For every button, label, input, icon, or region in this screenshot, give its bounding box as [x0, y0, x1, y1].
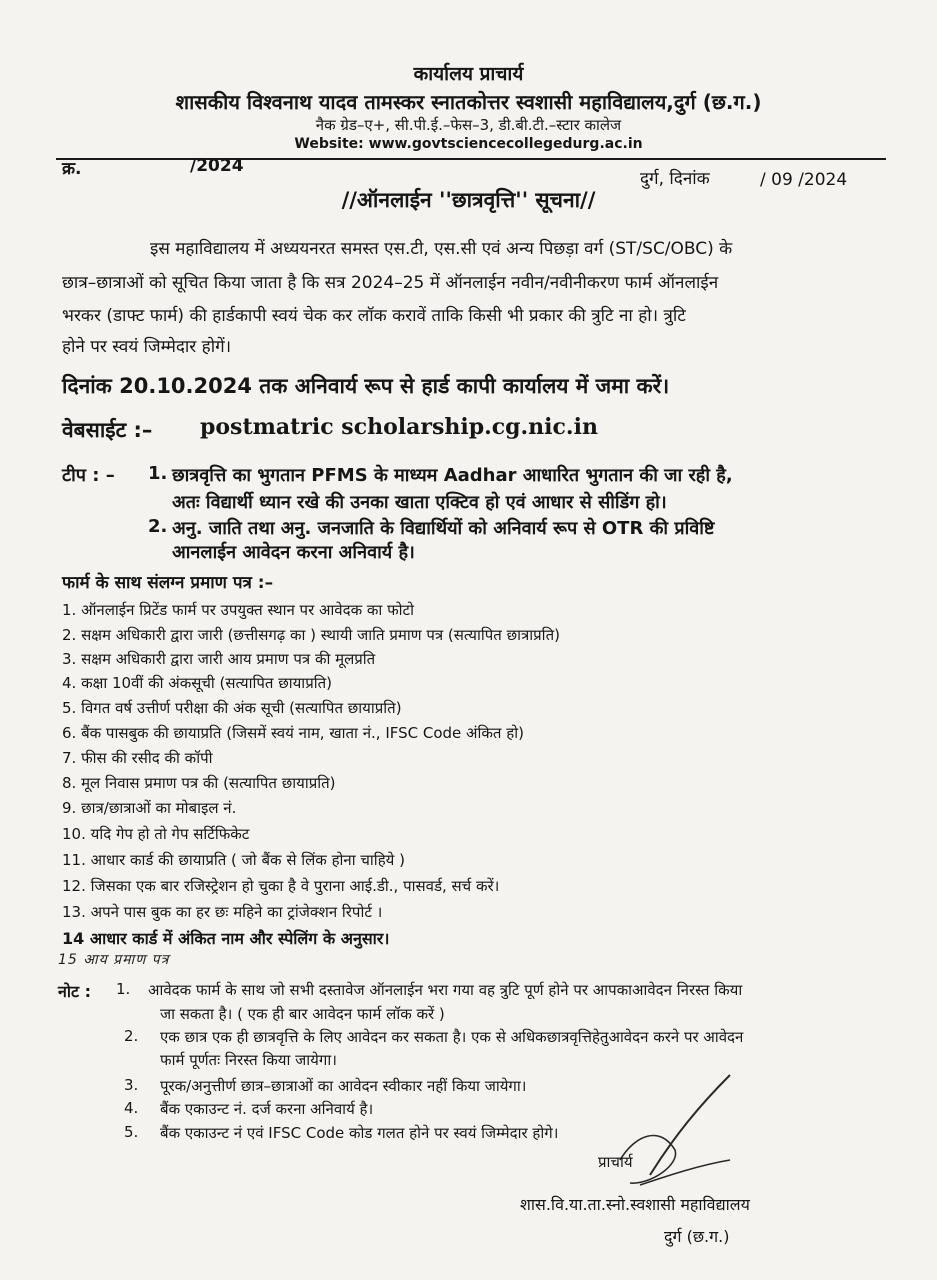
note-4-line-1: बैंक एकाउन्ट नं. दर्ज करना अनिवार्य है।	[160, 1100, 374, 1118]
note-4-number: 4.	[124, 1099, 139, 1117]
notice-title: //ऑनलाईन ''छात्रवृत्ति'' सूचना//	[341, 188, 596, 212]
document-item: 8. मूल निवास प्रमाण पत्र की (सत्यापित छायाप्रति)	[62, 774, 336, 792]
tip-1-number: 1.	[148, 463, 168, 484]
document-item: 12. जिसका एक बार रजिस्ट्रेशन हो चुका है वे पुराना आई.डी., पासवर्ड, सर्च करें।	[62, 877, 500, 895]
document-item: 5. विगत वर्ष उत्तीर्ण परीक्षा की अंक सूची (सत्यापित छायाप्रति)	[62, 699, 402, 717]
note-2-line-2: फार्म पूर्णतः निरस्त किया जायेगा।	[160, 1051, 337, 1069]
deadline-notice: दिनांक 20.10.2024 तक अनिवार्य रूप से हार्ड कापी कार्यालय में जमा करें।	[62, 374, 670, 398]
college-website: Website: www.govtsciencecollegedurg.ac.in	[294, 136, 643, 152]
intro-line-4: होने पर स्वयं जिम्मेदार होगें।	[62, 337, 232, 357]
college-grades: नैक ग्रेड–ए+, सी.पी.ई.–फेस–3, डी.बी.टी.–स्टार कालेज	[315, 116, 622, 134]
intro-line-3: भरकर (डाफ्ट फार्म) की हार्डकापी स्वयं चेक कर लॉक करावें ताकि किसी भी प्रकार की त्रुटि ना हो। त्रुटि	[62, 306, 686, 326]
document-item: 3. सक्षम अधिकारी द्वारा जारी आय प्रमाण पत्र की मूलप्रति	[62, 650, 376, 668]
college-name: शासकीय विश्वनाथ यादव तामस्कर स्नातकोत्तर स्वशासी महाविद्यालय,दुर्ग (छ.ग.)	[175, 90, 762, 114]
website-url: postmatric scholarship.cg.nic.in	[200, 414, 598, 440]
note-3-number: 3.	[124, 1076, 139, 1094]
document-item: 1. ऑनलाईन प्रिटेंड फार्म पर उपयुक्त स्थान पर आवेदक का फोटो	[62, 601, 414, 619]
reference-label: क्र.	[62, 159, 82, 179]
intro-line-1: इस महाविद्यालय में अध्ययनरत समस्त एस.टी, एस.सी एवं अन्य पिछड़ा वर्ग (ST/SC/OBC) के	[150, 239, 733, 259]
note-1-number: 1.	[116, 980, 131, 998]
date-value: / 09 /2024	[760, 170, 848, 190]
document-item: 4. कक्षा 10वीं की अंकसूची (सत्यापित छायाप्रति)	[62, 674, 333, 692]
signatory-designation: प्राचार्य	[598, 1153, 633, 1171]
note-1-line-1: आवेदक फार्म के साथ जो सभी दस्तावेज ऑनलाईन भरा गया वह त्रुटि पूर्ण होने पर आपकाआवेदन निरस्त किया	[148, 981, 743, 999]
office-heading: कार्यालय प्राचार्य	[413, 63, 524, 85]
document-item: 6. बैंक पासबुक की छायाप्रति (जिसमें स्वयं नाम, खाता नं., IFSC Code अंकित हो)	[62, 724, 524, 742]
handwritten-item-15: 15 आय प्रमाण पत्र	[58, 952, 170, 968]
document-item: 13. अपने पास बुक का हर छः महिने का ट्रांजेक्शन रिपोर्ट ।	[62, 903, 383, 921]
document-item: 10. यदि गेप हो तो गेप सर्टिफिकेट	[62, 825, 250, 843]
tip-2-number: 2.	[148, 516, 168, 537]
note-2-number: 2.	[124, 1027, 139, 1045]
tip-2-line-1: अनु. जाति तथा अनु. जनजाति के विद्यार्थियों को अनिवार्य रूप से OTR की प्रविष्टि	[172, 518, 715, 539]
document-item: 7. फीस की रसीद की कॉपी	[62, 749, 213, 767]
intro-line-2: छात्र–छात्राओं को सूचित किया जाता है कि सत्र 2024–25 में ऑनलाईन नवीन/नवीनीकरण फार्म ऑनलाईन	[62, 273, 719, 293]
note-3-line-1: पूरक/अनुत्तीर्ण छात्र–छात्राओं का आवेदन स्वीकार नहीं किया जायेगा।	[160, 1077, 527, 1095]
document-item: 9. छात्र/छात्राओं का मोबाइल नं.	[62, 799, 237, 817]
signatory-college: शास.वि.या.ता.स्नो.स्वशासी महाविद्यालय	[520, 1195, 750, 1214]
tip-1-line-1: छात्रवृत्ति का भुगतान PFMS के माध्यम Aadhar आधारित भुगतान की जा रही है,	[172, 465, 733, 486]
signatory-place: दुर्ग (छ.ग.)	[664, 1227, 730, 1246]
note-5-line-1: बैंक एकाउन्ट नं एवं IFSC Code कोड गलत होने पर स्वयं जिम्मेदार होगे।	[160, 1124, 559, 1142]
document-item: 2. सक्षम अधिकारी द्वारा जारी (छत्तीसगढ़ का ) स्थायी जाति प्रमाण पत्र (सत्यापित छात्राप्रति)	[62, 626, 560, 644]
place-date-label: दुर्ग, दिनांक	[640, 169, 710, 189]
signature-scribble	[580, 1065, 780, 1205]
note-1-line-2: जा सकता है। ( एक ही बार आवेदन फार्म लॉक करें )	[160, 1005, 445, 1023]
header-divider	[56, 158, 886, 160]
tip-label: टीप : –	[62, 465, 115, 486]
note-2-line-1: एक छात्र एक ही छात्रवृत्ति के लिए आवेदन कर सकता है। एक से अधिकछात्रवृत्तिहेतुआवेदन करने पर आवेदन	[160, 1028, 744, 1046]
note-label: नोट :	[58, 982, 92, 1001]
document-item-14: 14 आधार कार्ड में अंकित नाम और स्पेलिंग के अनुसार।	[62, 929, 390, 948]
tip-1-line-2: अतः विद्यार्थी ध्यान रखे की उनका खाता एक्टिव हो एवं आधार से सीडिंग हो।	[172, 492, 667, 513]
website-label: वेबसाईट :–	[62, 418, 153, 442]
document-item: 11. आधार कार्ड की छायाप्रति ( जो बैंक से लिंक होना चाहिये )	[62, 851, 405, 869]
tip-2-line-2: आनलाईन आवेदन करना अनिवार्य है।	[172, 542, 415, 563]
reference-year: /2024	[190, 156, 244, 176]
documents-heading: फार्म के साथ संलग्न प्रमाण पत्र :–	[62, 573, 274, 593]
note-5-number: 5.	[124, 1123, 139, 1141]
